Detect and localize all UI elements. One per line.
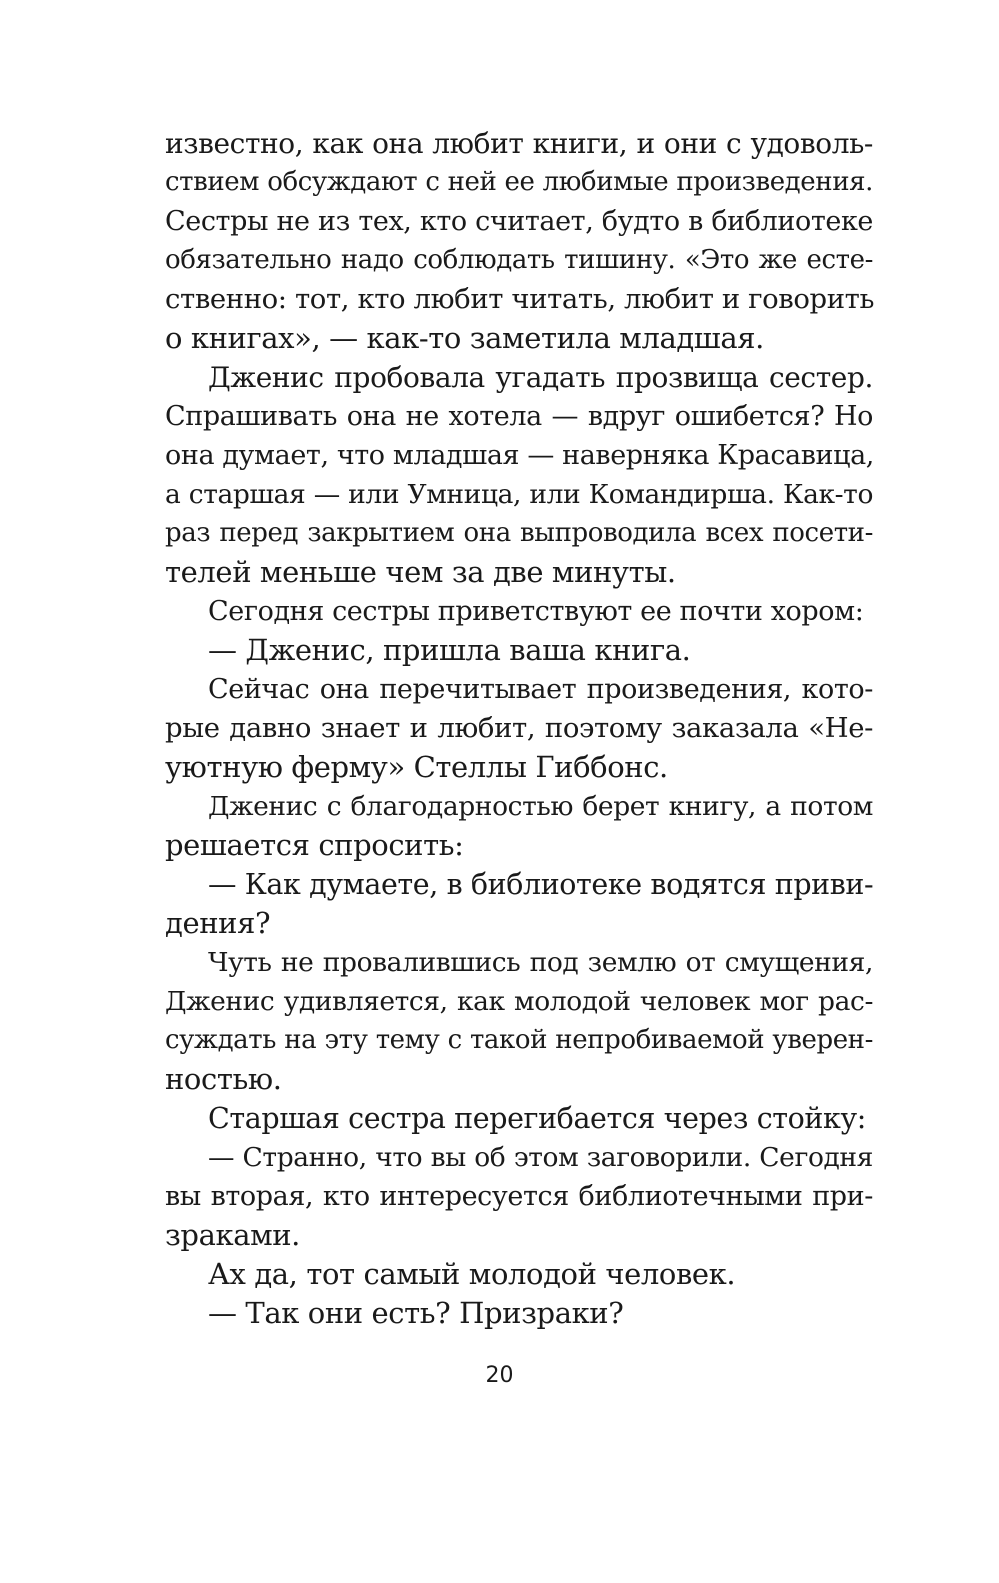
text-line: — Странно, что вы об этом заговорили. Сегодня [208,1142,873,1173]
text-line: — Дженис, пришла ваша книга. [208,633,691,667]
text-line: — Так они есть? Призраки? [208,1296,624,1330]
text-line: Чуть не провалившись под землю от смущения, [208,947,873,978]
text-line: а старшая — или Умница, или Командирша. Как-то [165,479,873,510]
text-line: — Как думаете, в библиотеке водятся приви- [208,868,874,901]
page-number: 20 [485,1363,514,1388]
text-line: раз перед закрытием она выпроводила всех посети- [165,518,873,548]
text-line: Сегодня сестры приветствуют ее почти хором: [208,596,864,627]
text-line: дения? [165,906,271,940]
text-line: суждать на эту тему с такой непробиваемой уверен- [165,1025,873,1055]
text-line: телей меньше чем за две минуты. [165,555,676,589]
text-line: зраками. [165,1218,300,1252]
text-line: обязательно надо соблюдать тишину. «Это же есте- [165,245,873,275]
text-line: Дженис пробовала угадать прозвища сестер. [208,361,873,394]
body-text [165,124,873,1333]
text-line: она думает, что младшая — наверняка Красавица, [165,440,874,471]
text-line: уютную ферму» Стеллы Гиббонс. [165,750,668,784]
text-line: ствием обсуждают с ней ее любимые произведения. [165,167,873,197]
text-line: ственно: тот, кто любит читать, любит и говорить [165,283,875,315]
text-line: Спрашивать она не хотела — вдруг ошибется? Но [165,401,873,432]
text-line: Дженис удивляется, как молодой человек мог рас- [165,986,873,1017]
text-line: о книгах», — как-то заметила младшая. [165,321,764,355]
text-line: ностью. [165,1062,282,1096]
text-line: Сейчас она перечитывает произведения, кото- [208,674,873,705]
text-line: Дженис с благодарностью берет книгу, а потом [208,791,873,822]
text-line: решается спросить: [165,828,464,862]
text-line: рые давно знает и любит, поэтому заказала «Не- [165,712,873,744]
text-line: известно, как она любит книги, и они с удоволь- [165,127,873,160]
text-line: Сестры не из тех, кто считает, будто в библиотеке [165,206,873,237]
text-line: Ах да, тот самый молодой человек. [208,1257,736,1291]
text-line: вы вторая, кто интересуется библиотечными при- [165,1181,873,1212]
text-line: Старшая сестра перегибается через стойку: [208,1102,866,1135]
